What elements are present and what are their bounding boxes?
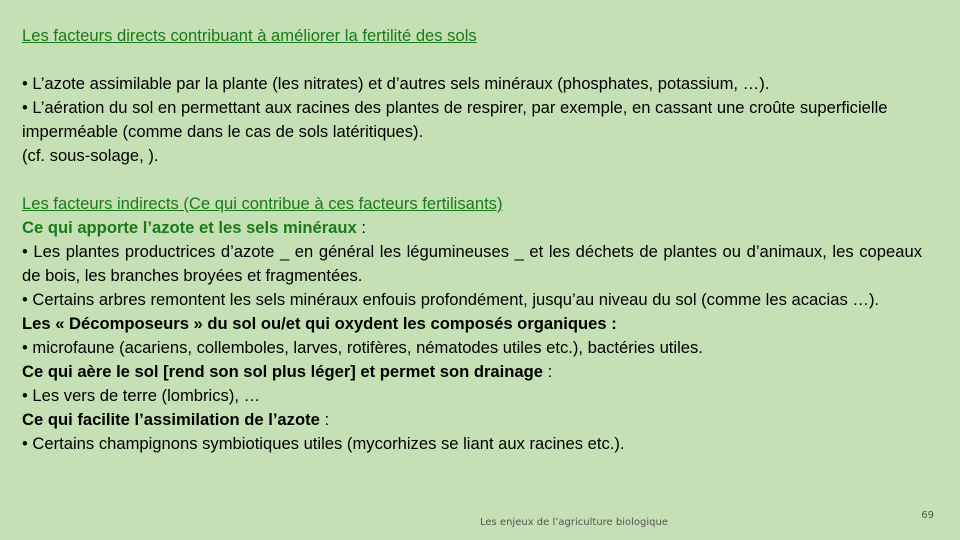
footer-text: Les enjeux de l’agriculture biologique xyxy=(480,517,668,528)
sub-heading-decomposers: Les « Décomposeurs » du sol ou/et qui oxydent les composés organiques : xyxy=(22,314,617,333)
sub-heading-assimilation xyxy=(22,408,922,432)
direct-item-reference: (cf. sous-solage, ). xyxy=(22,146,159,165)
sub-heading-text: Ce qui aère le sol [rend son sol plus léger] et permet son drainage xyxy=(22,362,543,381)
sub-heading-aeration xyxy=(22,360,922,384)
list-item-earthworms: • Les vers de terre (lombrics), … xyxy=(22,386,261,405)
direct-item-aeration: • L’aération du sol en permettant aux racines des plantes de respirer, par exemple, en cassant une croûte superficielle imperméable (comme dans le cas de sols latéritiques). xyxy=(22,98,888,141)
direct-item-nitrogen: • L’azote assimilable par la plante (les nitrates) et d’autres sels minéraux (phosphates, potassium, …). xyxy=(22,74,770,93)
list-item-legumes: • Les plantes productrices d’azote _ en général les légumineuses _ et les déchets de plantes ou d’animaux, les copeaux de bois, les branches broyées et fragmentées. xyxy=(22,242,922,285)
list-item-trees: • Certains arbres remontent les sels minéraux enfouis profondément, jusqu’au niveau du sol (comme les acacias …). xyxy=(22,290,880,309)
slide-content xyxy=(22,24,922,456)
page-number: 69 xyxy=(921,510,934,521)
sub-heading-colon: : xyxy=(319,410,330,429)
slide-title: Les facteurs directs contribuant à améliorer la fertilité des sols xyxy=(22,26,477,45)
list-item-microfauna: • microfaune (acariens, collemboles, larves, rotifères, nématodes utiles etc.), bactéries utiles. xyxy=(22,338,703,357)
indirect-heading: Les facteurs indirects (Ce qui contribue à ces facteurs fertilisants) xyxy=(22,194,503,213)
list-item-fungi: • Certains champignons symbiotiques utiles (mycorhizes se liant aux racines etc.). xyxy=(22,434,625,453)
sub-heading-nitrogen-sources xyxy=(22,216,922,240)
spacer xyxy=(22,48,922,72)
sub-heading-text: Ce qui facilite l’assimilation de l’azote xyxy=(22,410,320,429)
sub-heading-text: Ce qui apporte l’azote et les sels minéraux xyxy=(22,218,357,237)
spacer xyxy=(22,168,922,192)
sub-heading-colon: : xyxy=(356,218,366,237)
sub-heading-colon: : xyxy=(543,362,553,381)
